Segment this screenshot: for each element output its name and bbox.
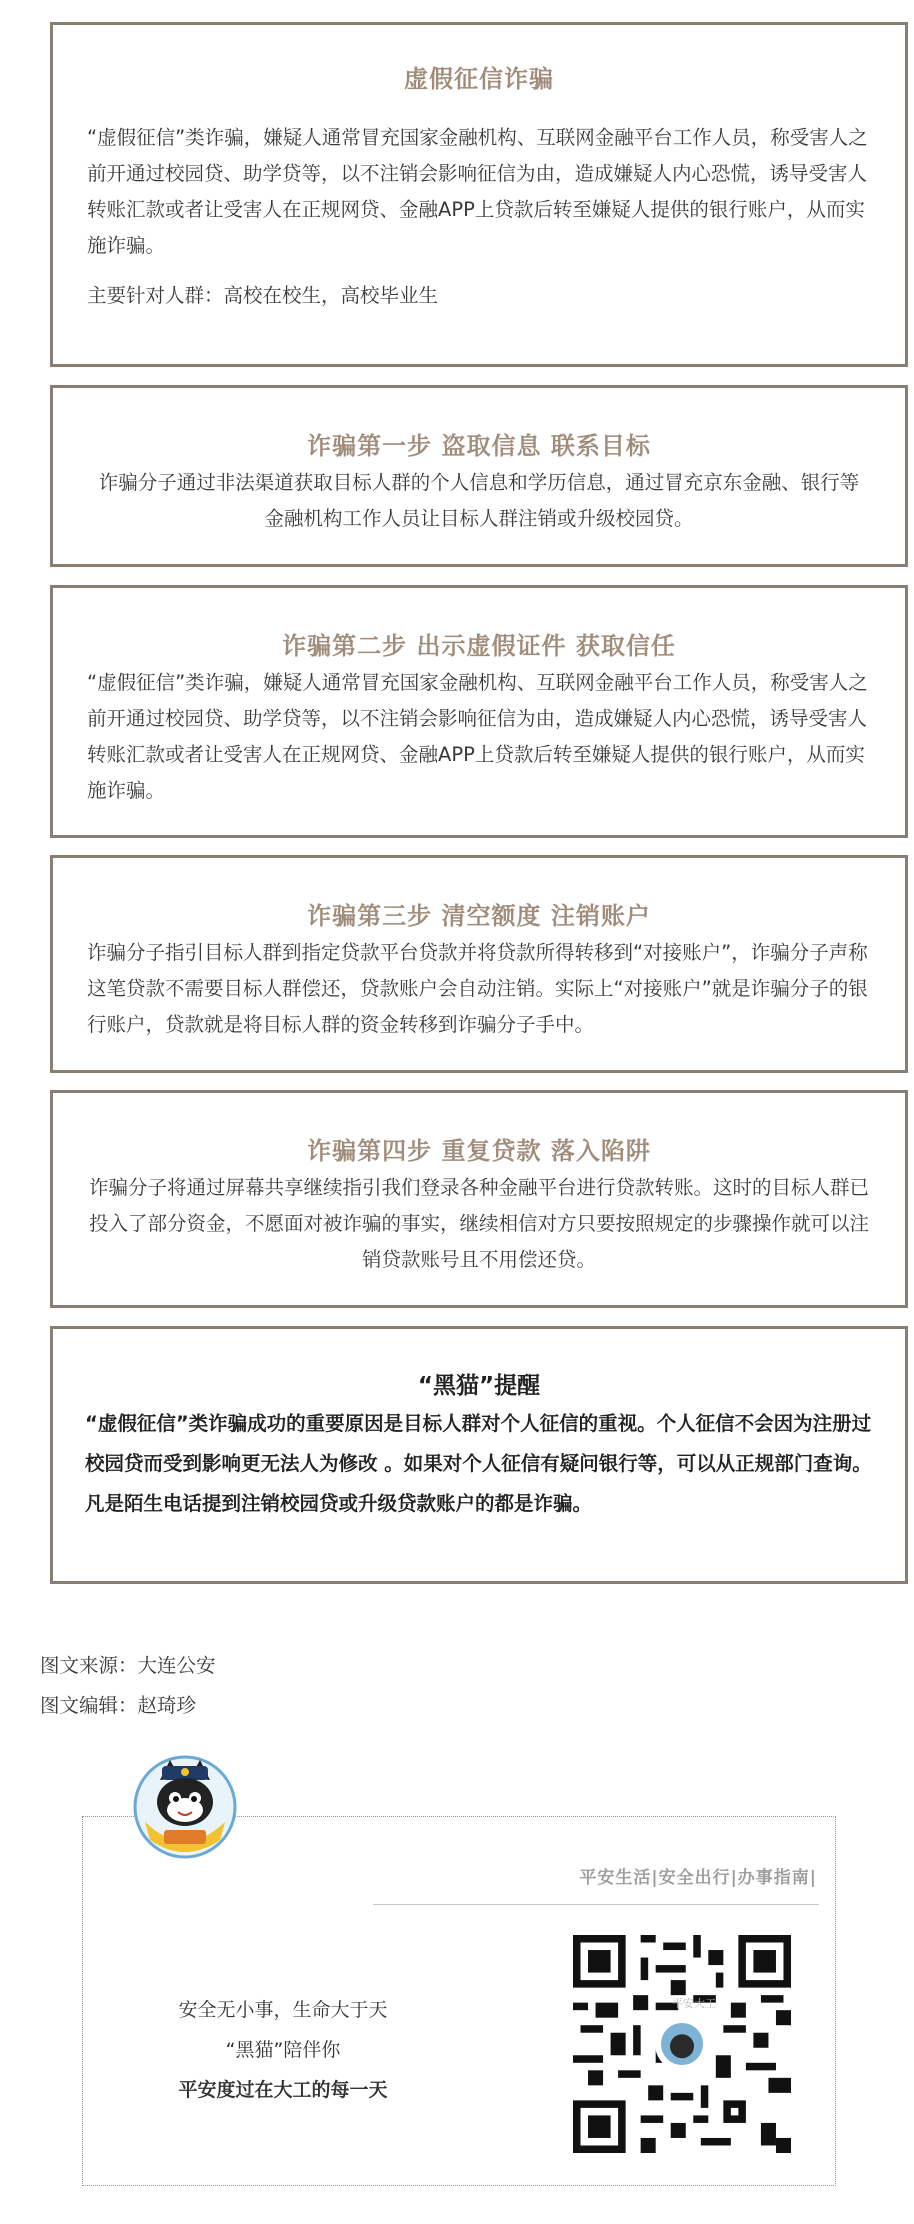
slogan-line-1: 安全无小事，生命大于天 [178, 1999, 388, 2021]
step-card-3 [50, 855, 908, 1073]
step-4-title: 诈骗第四步 重复贷款 落入陷阱 [307, 1137, 651, 1165]
footer-tagline: 平安生活|安全出行|办事指南| [579, 1868, 817, 1888]
step-card-2 [50, 585, 908, 838]
qr-code-icon [573, 1935, 791, 2153]
footer-box [82, 1816, 836, 2186]
step-2-body: “虚假征信”类诈骗，嫌疑人通常冒充国家金融机构、互联网金融平台工作人员，称受害人之前开通过校园贷、助学贷等，以不注销会影响征信为由，造成嫌疑人内心恐慌，诱导受害人转账汇款或者让受害人在正规网贷、金融APP上贷款后转至嫌疑人提供的银行账户，从而实施诈骗。 [87, 671, 868, 802]
step-1-body: 诈骗分子通过非法渠道获取目标人群的个人信息和学历信息，通过冒充京东金融、银行等金融机构工作人员让目标人群注销或升级校园贷。 [98, 471, 860, 530]
reminder-title: “黑猫”提醒 [417, 1373, 541, 1399]
reminder-body: “虚假征信”类诈骗成功的重要原因是目标人群对个人征信的重视。个人征信不会因为注册过校园贷而受到影响更无法人为修改 。如果对个人征信有疑问银行等，可以从正规部门查询。凡是陌生电话提到注销校园贷或升级贷款账户的都是诈骗。 [85, 1412, 872, 1515]
intro-target-audience: 主要针对人群：高校在校生，高校毕业生 [87, 284, 439, 307]
step-card-1 [50, 385, 908, 567]
reminder-card [50, 1326, 908, 1584]
step-card-4 [50, 1090, 908, 1308]
step-3-body: 诈骗分子指引目标人群到指定贷款平台贷款并将贷款所得转移到“对接账户”，诈骗分子声称这笔贷款不需要目标人群偿还，贷款账户会自动注销。实际上“对接账户”就是诈骗分子的银行账户，贷款就是将目标人群的资金转移到诈骗分子手中。 [87, 941, 868, 1036]
step-4-body: 诈骗分子将通过屏幕共享继续指引我们登录各种金融平台进行贷款转账。这时的目标人群已投入了部分资金，不愿面对被诈骗的事实，继续相信对方只要按照规定的步骤操作就可以注销贷款账号且不用偿还贷。 [89, 1176, 870, 1271]
image-source-credit: 图文来源：大连公安 [40, 1654, 216, 1677]
step-2-title: 诈骗第二步 出示虚假证件 获取信任 [282, 632, 676, 660]
intro-title: 虚假征信诈骗 [404, 65, 554, 93]
slogan-line-3: 平安度过在大工的每一天 [178, 2079, 388, 2101]
slogan-line-2: “黑猫”陪伴你 [225, 2039, 341, 2061]
wechat-watermark: 平安大工 [672, 1997, 716, 2010]
intro-paragraph: “虚假征信”类诈骗，嫌疑人通常冒充国家金融机构、互联网金融平台工作人员，称受害人之前开通过校园贷、助学贷等，以不注销会影响征信为由，造成嫌疑人内心恐慌，诱导受害人转账汇款或者让受害人在正规网贷、金融APP上贷款后转至嫌疑人提供的银行账户，从而实施诈骗。 [87, 126, 868, 257]
black-cat-mascot-icon [130, 1752, 240, 1862]
step-3-title: 诈骗第三步 清空额度 注销账户 [307, 902, 651, 930]
intro-card [50, 22, 908, 367]
step-1-title: 诈骗第一步 盗取信息 联系目标 [307, 432, 651, 460]
footer-divider [373, 1904, 819, 1905]
editor-credit: 图文编辑：赵琦珍 [40, 1694, 197, 1717]
